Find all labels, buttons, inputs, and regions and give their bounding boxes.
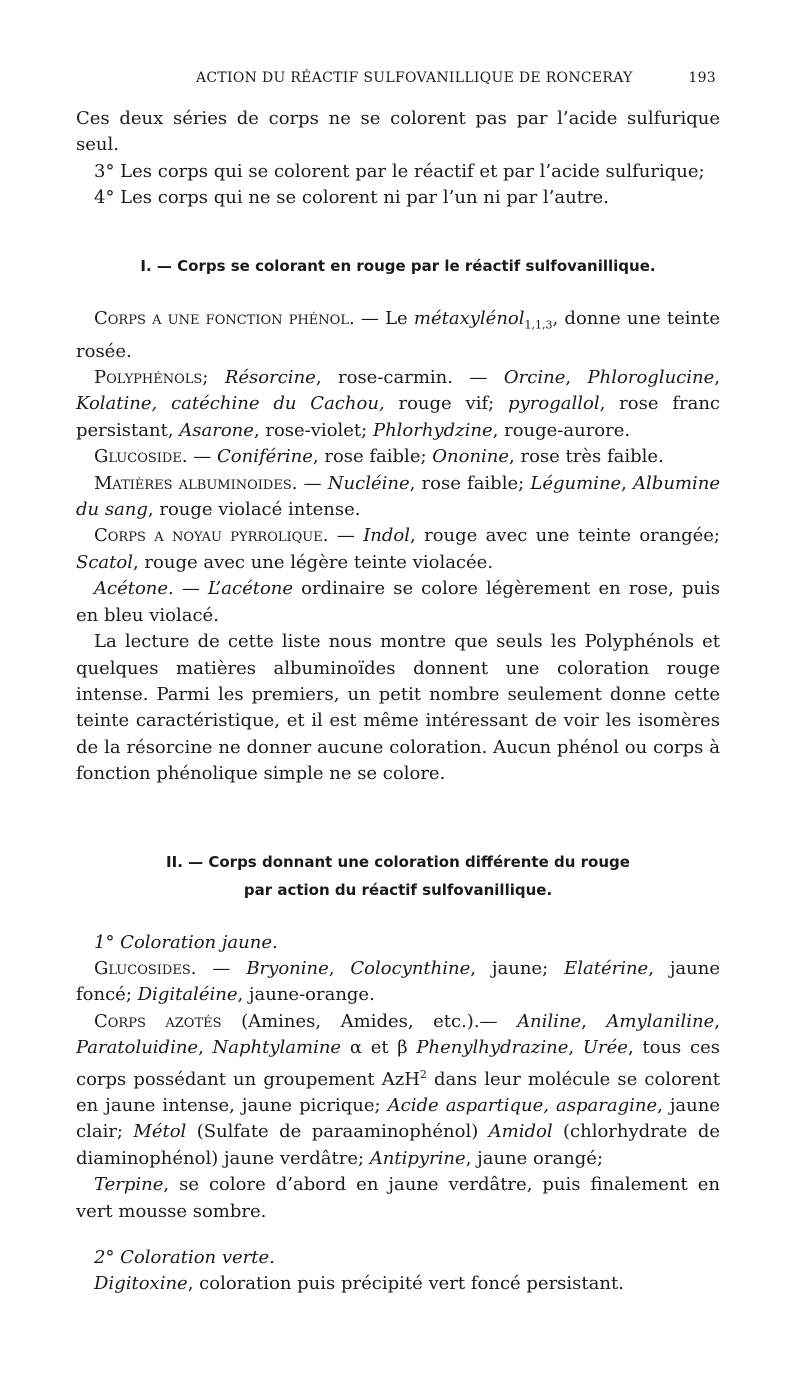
entry-azotes: Corps azotés (Amines, Amides, etc.).— Aniline, Amylaniline, Paratoluidine, Naphtylamine α et β Phenylhydrazine, Urée, tous ces corps possédant un groupement AzH$^2$ dans leur molécule se colorent en jaune intense, jaune picrique; Acide aspartique, asparagine, jaune clair; Métol (Sulfate de paraaminophénol) Amidol (chlorhydrate de diaminophénol) jaune verdâtre; Antipyrine, jaune orangé;	[76, 1010, 721, 1169]
entry-label: Corps a une fonction phénol.	[94, 307, 355, 329]
intro-line: Ces deux séries de corps ne se colorent pas par l’acide sulfurique seul.	[76, 108, 720, 156]
subheading-verte: 2° Coloration verte.	[94, 1247, 275, 1268]
entry-label: Corps a noyau pyrrolique.	[94, 525, 329, 547]
entry-phenol: Corps a une fonction phénol. — Le métaxylénol$_{1,1,3}$, donne une teinte rosée.	[76, 307, 720, 362]
entry-glucosides: Glucosides. — Bryonine, Colocynthine, jaune; Elatérine, jaune foncé; Digitaléine, jaune-orange.	[76, 957, 720, 1006]
section-heading-1: I. — Corps se colorant en rouge par le réactif sulfovanillique.	[140, 256, 656, 275]
section-heading-2: II. — Corps donnant une coloration différente du rouge	[166, 852, 630, 871]
entry-pyrrolique: Corps a noyau pyrrolique. — Indol, rouge avec une teinte orangée; Scatol, rouge avec une légère teinte violacée.	[76, 525, 721, 573]
entry-digitoxine: Digitoxine, coloration puis précipité vert foncé persistant.	[94, 1273, 624, 1295]
entry-label: Acétone.	[94, 578, 174, 600]
entry-glucoside: Glucoside. — Coniférine, rose faible; Ononine, rose très faible.	[94, 446, 664, 468]
list-item-3: 3° Les corps qui se colorent par le réactif et par l’acide sulfurique;	[94, 160, 705, 182]
running-head-title: ACTION DU RÉACTIF SULFOVANILLIQUE DE RONCERAY	[196, 70, 633, 86]
entry-polyphenols: Polyphénols; Résorcine, rose-carmin. — Orcine, Phloroglucine, Kolatine, catéchine du Cachou, rouge vif; pyrogallol, rose franc persistant, Asarone, rose-violet; Phlorhydzine, rouge-aurore.	[76, 367, 721, 441]
subheading-jaune: 1° Coloration jaune.	[94, 931, 278, 953]
list-item-4: 4° Les corps qui ne se colorent ni par l’un ni par l’autre.	[94, 187, 609, 209]
page-number: 193	[688, 70, 716, 86]
section-heading-2-line2: par action du réactif sulfovanillique.	[243, 880, 553, 899]
page-body	[76, 106, 720, 1298]
entry-terpine: Terpine, se colore d’abord en jaune verdâtre, puis finalement en vert mousse sombre.	[76, 1174, 720, 1222]
summary-paragraph: La lecture de cette liste nous montre que seuls les Polyphénols et quelques matières albuminoïdes donnent une coloration rouge intense. Parmi les premiers, un petit nombre seulement donne cette teinte caractéristique, et il est même intéressant de voir les isomères de la résorcine ne donner aucune coloration. Aucun phénol ou corps à fonction phénolique simple ne se colore.	[76, 631, 720, 785]
entry-label: Polyphénols;	[94, 367, 209, 389]
entry-label: Glucoside.	[94, 446, 188, 468]
entry-acetone: Acétone. — L’acétone ordinaire se colore légèrement en rose, puis en bleu violacé.	[76, 578, 720, 626]
entry-label: Matières albuminoides.	[94, 472, 298, 494]
running-head	[76, 70, 716, 92]
entry-label: Glucosides.	[94, 957, 197, 979]
entry-albuminoides: Matières albuminoides. — Nucléine, rose faible; Légumine, Albumine du sang, rouge violacé intense.	[76, 472, 720, 521]
entry-label: Corps azotés	[94, 1010, 222, 1032]
